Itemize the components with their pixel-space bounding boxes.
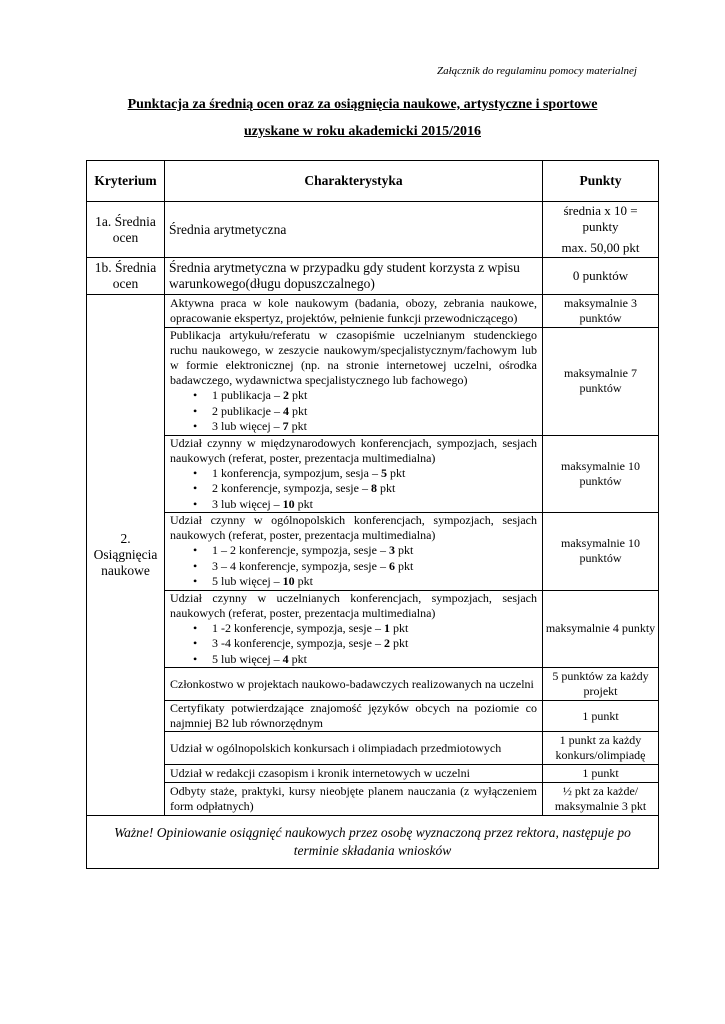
characteristic-1b: Średnia arytmetyczna w przypadku gdy student korzysta z wpisu warunkowego(długu dopuszczalnego): [165, 258, 543, 295]
criterion-2: 2. Osiągnięcia naukowe: [87, 295, 165, 816]
scoring-text: pkt: [389, 636, 409, 650]
achievement-text: Udział w ogólnopolskich konkursach i olimpiadach przedmiotowych: [170, 740, 502, 755]
criterion-1b: 1b. Średnia ocen: [87, 258, 165, 295]
achievement-points: 1 punkt: [543, 701, 659, 732]
scoring-text: pkt: [288, 419, 307, 433]
achievement-text: Członkostwo w projektach naukowo-badawczych realizowanych na uczelni: [170, 676, 534, 691]
achievement-text: Odbyty staże, praktyki, kursy nieobjęte planem nauczania (z wyłączeniem form odpłatnych): [170, 784, 537, 813]
achievement-points: maksymalnie 10 punktów: [543, 513, 659, 591]
scoring-item: [212, 497, 537, 513]
scoring-item: [212, 621, 537, 637]
row-1b: [87, 258, 659, 295]
achievement-row: [87, 435, 659, 513]
scoring-item: [212, 404, 537, 420]
achievement-text: Publikacja artykułu/referatu w czasopiśmie uczelnianym studenckiego ruchu naukowego, w zeszycie naukowym/specjalistycznym/fachowym lub w formie elektronicznej (np. na stronie internetowej uczelni, ośrodka badawczego, wydawnictwa specjalistycznego lub fachowego): [170, 328, 537, 387]
scoring-text: pkt: [389, 620, 409, 635]
scoring-value: 5: [380, 465, 387, 480]
scoring-text: pkt: [288, 403, 308, 418]
scoring-list: [170, 388, 537, 435]
characteristic-1a: Średnia arytmetyczna: [165, 202, 543, 258]
header-criterion: Kryterium: [87, 161, 165, 202]
achievement-text: Aktywna praca w kole naukowym (badania, obozy, zebrania naukowe, opracowanie ekspertyz, projektów, pełnienie funkcji przewodniczącego): [170, 296, 537, 325]
scoring-item: [212, 652, 537, 668]
scoring-value: 2: [383, 636, 390, 650]
achievement-points: 1 punkt za każdy konkurs/olimpiadę: [543, 732, 659, 765]
achievement-description: [165, 783, 543, 816]
points-table: [86, 160, 659, 869]
scoring-value: 4: [282, 403, 289, 418]
achievement-row: [87, 668, 659, 701]
achievement-description: [165, 590, 543, 668]
scoring-text: 3 – 4 konferencje, sympozja, sesje –: [212, 558, 389, 573]
achievement-points: maksymalnie 3 punktów: [543, 295, 659, 328]
achievement-description: [165, 435, 543, 513]
points-1a-max: max. 50,00 pkt: [561, 240, 640, 255]
points-1a: [543, 202, 659, 258]
scoring-value: 4: [282, 651, 289, 666]
note-row: [87, 816, 659, 869]
achievement-row: [87, 732, 659, 765]
achievement-row: [87, 328, 659, 436]
achievement-description: [165, 295, 543, 328]
scoring-text: 3 lub więcej –: [212, 496, 283, 511]
scoring-item: [212, 574, 537, 590]
achievement-description: [165, 328, 543, 436]
important-note: Ważne! Opiniowanie osiągnięć naukowych przez osobę wyznaczoną przez rektora, następuje po terminie składania wniosków: [87, 816, 659, 869]
scoring-item: [212, 559, 537, 575]
scoring-text: 1 -2 konferencje, sympozja, sesje –: [212, 620, 384, 635]
achievement-description: [165, 765, 543, 783]
scoring-list: [170, 543, 537, 590]
scoring-text: pkt: [394, 558, 414, 573]
achievement-points: 1 punkt: [543, 765, 659, 783]
achievement-row: [87, 513, 659, 591]
header-row: [87, 161, 659, 202]
achievement-text: Udział czynny w ogólnopolskich konferencjach, sympozjach, sesjach naukowych (referat, poster, prezentacja multimedialna): [170, 513, 537, 542]
achievement-description: [165, 732, 543, 765]
scoring-text: pkt: [386, 465, 406, 480]
scoring-value: 8: [370, 481, 377, 495]
achievement-text: Udział w redakcji czasopism i kronik internetowych w uczelni: [170, 766, 470, 780]
scoring-text: 2 konferencje, sympozja, sesje –: [212, 481, 371, 495]
achievement-description: [165, 668, 543, 701]
document-subtitle: uzyskane w roku akademicki 2015/2016: [244, 124, 481, 139]
scoring-text: 1 publikacja –: [212, 388, 283, 402]
scoring-text: 5 lub więcej –: [212, 651, 283, 666]
achievement-text: Udział czynny w międzynarodowych konferencjach, sympozjach, sesjach naukowych (referat, poster, prezentacja multimedialna): [170, 435, 537, 465]
points-1a-formula: średnia x 10 = punkty: [563, 203, 638, 234]
scoring-text: pkt: [294, 496, 313, 511]
scoring-value: 2: [282, 388, 289, 402]
scoring-text: pkt: [288, 388, 308, 402]
annex-note: Załącznik do regulaminu pomocy materialnej: [436, 65, 637, 77]
scoring-text: 1 – 2 konferencje, sympozja, sesje –: [212, 543, 389, 557]
section-2-rows: [87, 295, 659, 816]
achievement-points: maksymalnie 4 punkty: [543, 590, 659, 668]
scoring-text: 2 publikacje –: [212, 403, 283, 418]
scoring-item: [212, 388, 537, 404]
header-characteristic: Charakterystyka: [165, 161, 543, 202]
achievement-row: [87, 590, 659, 668]
scoring-text: 1 konferencja, sympozjum, sesja –: [212, 465, 381, 480]
achievement-description: [165, 513, 543, 591]
header-points: Punkty: [543, 161, 659, 202]
scoring-text: pkt: [288, 651, 307, 666]
scoring-value: 6: [388, 558, 395, 573]
scoring-text: pkt: [394, 543, 414, 557]
achievement-row: [87, 783, 659, 816]
scoring-list: [170, 466, 537, 513]
achievement-points: ½ pkt za każde/ maksymalnie 3 pkt: [543, 783, 659, 816]
criterion-1a: 1a. Średnia ocen: [87, 202, 165, 258]
achievement-points: maksymalnie 7 punktów: [543, 328, 659, 436]
scoring-item: [212, 636, 537, 652]
scoring-text: 5 lub więcej –: [212, 574, 283, 588]
scoring-item: [212, 543, 537, 559]
row-1a: [87, 202, 659, 258]
achievement-row: [87, 295, 659, 328]
points-1b: 0 punktów: [543, 258, 659, 295]
scoring-text: pkt: [376, 481, 396, 495]
scoring-list: [170, 621, 537, 668]
scoring-value: 10: [282, 496, 295, 511]
achievement-text: Udział czynny w uczelnianych konferencjach, sympozjach, sesjach naukowych (referat, poster, prezentacja multimedialna): [170, 590, 537, 620]
scoring-text: pkt: [294, 574, 313, 588]
document-title: Punktacja za średnią ocen oraz za osiągnięcia naukowe, artystyczne i sportowe: [127, 97, 598, 112]
scoring-text: 3 -4 konferencje, sympozja, sesje –: [212, 636, 384, 650]
achievement-points: 5 punktów za każdy projekt: [543, 668, 659, 701]
scoring-value: 3: [388, 543, 395, 557]
scoring-text: 3 lub więcej –: [212, 419, 283, 433]
scoring-value: 7: [282, 419, 289, 433]
scoring-item: [212, 419, 537, 435]
scoring-value: 1: [383, 620, 390, 635]
achievement-points: maksymalnie 10 punktów: [543, 435, 659, 513]
achievement-row: [87, 765, 659, 783]
achievement-text: Certyfikaty potwierdzające znajomość języków obcych na poziomie co najmniej B2 lub równorzędnym: [170, 701, 537, 730]
scoring-value: 10: [282, 574, 295, 588]
scoring-item: [212, 466, 537, 482]
scoring-item: [212, 481, 537, 497]
achievement-row: [87, 701, 659, 732]
achievement-description: [165, 701, 543, 732]
